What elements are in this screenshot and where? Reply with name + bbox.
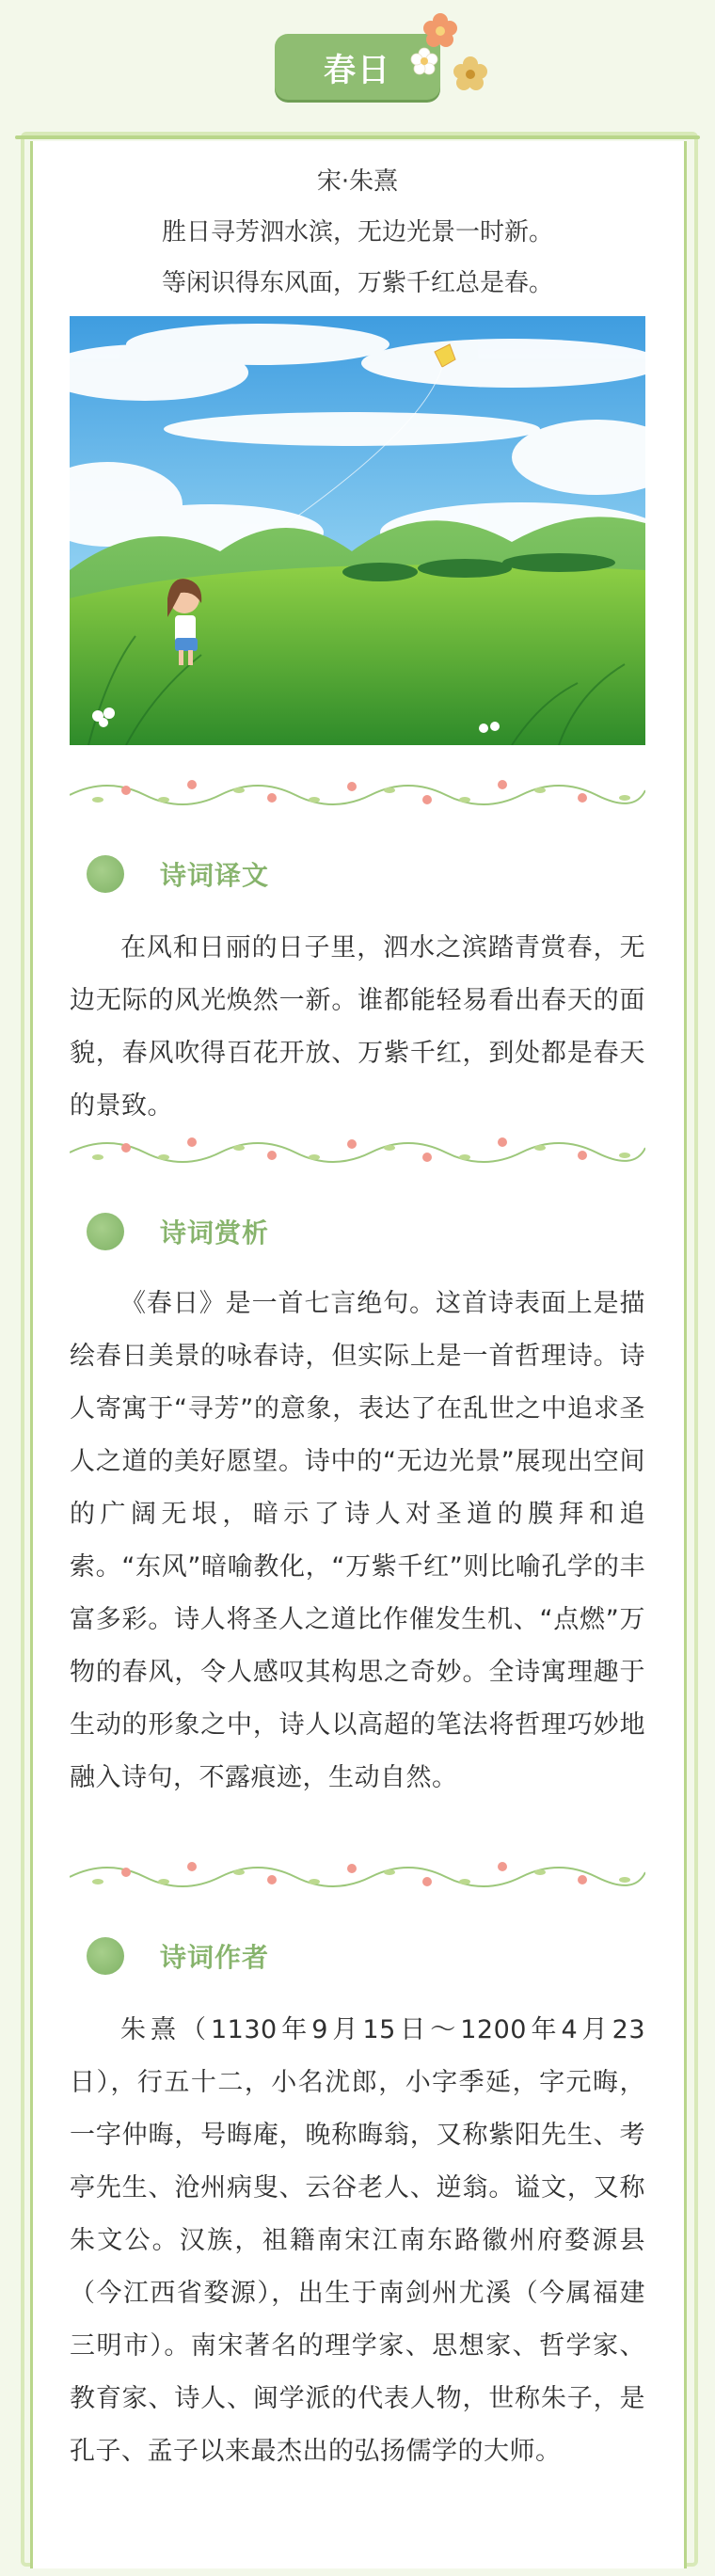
yellow-flower-icon [452, 55, 489, 92]
spring-illustration [70, 316, 645, 745]
vine-divider [70, 1853, 645, 1900]
section-title: 诗词作者 [160, 1942, 270, 1973]
vine-divider [70, 771, 645, 819]
header [0, 0, 715, 132]
section-dot-icon [87, 1937, 124, 1975]
section-dot-icon [87, 1213, 124, 1250]
poem-line-2: 等闲识得东风面，万紫千红总是春。 [161, 269, 553, 297]
author-text: 朱熹（1130年9月15日～1200年4月23日），行五十二，小名沋郎，小字季延，字元晦，一字仲晦，号晦庵，晚称晦翁，又称紫阳先生、考亭先生、沧州病叟、云谷老人、逆翁。谥文，又称朱文公。汉族，祖籍南宋江南东路徽州府婺源县（今江西省婺源），出生于南剑州尤溪（今属福建三明市）。南宋著名的理学家、思想家、哲学家、教育家、诗人、闽学派的代表人物，世称朱子，是孔子、孟子以来最杰出的弘扬儒学的大师。 [70, 2015, 645, 2466]
section-heading-appreciation [87, 1208, 269, 1255]
appreciation-text: 《春日》是一首七言绝句。这首诗表面上是描绘春日美景的咏春诗，但实际上是一首哲理诗。诗人寄寓于“寻芳”的意象，表达了在乱世之中追求圣人之道的美好愿望。诗中的“无边光景”展现出空间的广阔无垠，暗示了诗人对圣道的膜拜和追索。“东风”暗喻教化，“万紫千红”则比喻孔学的丰富多彩。诗人将圣人之道比作催发生机、“点燃”万物的春风，令人感叹其构思之奇妙。全诗寓理趣于生动的形象之中，诗人以高超的笔法将哲理巧妙地融入诗句，不露痕迹，生动自然。 [70, 1289, 645, 1792]
section-heading-translation [87, 851, 269, 898]
section-heading-author [87, 1932, 269, 1980]
poem-line-1: 胜日寻芳泗水滨，无边光景一时新。 [161, 218, 553, 246]
orange-flower-icon [421, 11, 459, 49]
vine-divider [70, 1129, 645, 1176]
section-title: 诗词译文 [160, 860, 270, 891]
page-title: 春日 [275, 34, 440, 100]
white-flower-icon [410, 47, 438, 75]
section-title: 诗词赏析 [160, 1217, 270, 1248]
card-top-border [15, 135, 700, 139]
translation-text: 在风和日丽的日子里，泗水之滨踏青赏春，无边无际的风光焕然一新。谁都能轻易看出春天的面貌，春风吹得百花开放、万紫千红，到处都是春天的景致。 [70, 933, 645, 1121]
section-dot-icon [87, 855, 124, 893]
poem-author: 宋·朱熹 [316, 167, 399, 196]
